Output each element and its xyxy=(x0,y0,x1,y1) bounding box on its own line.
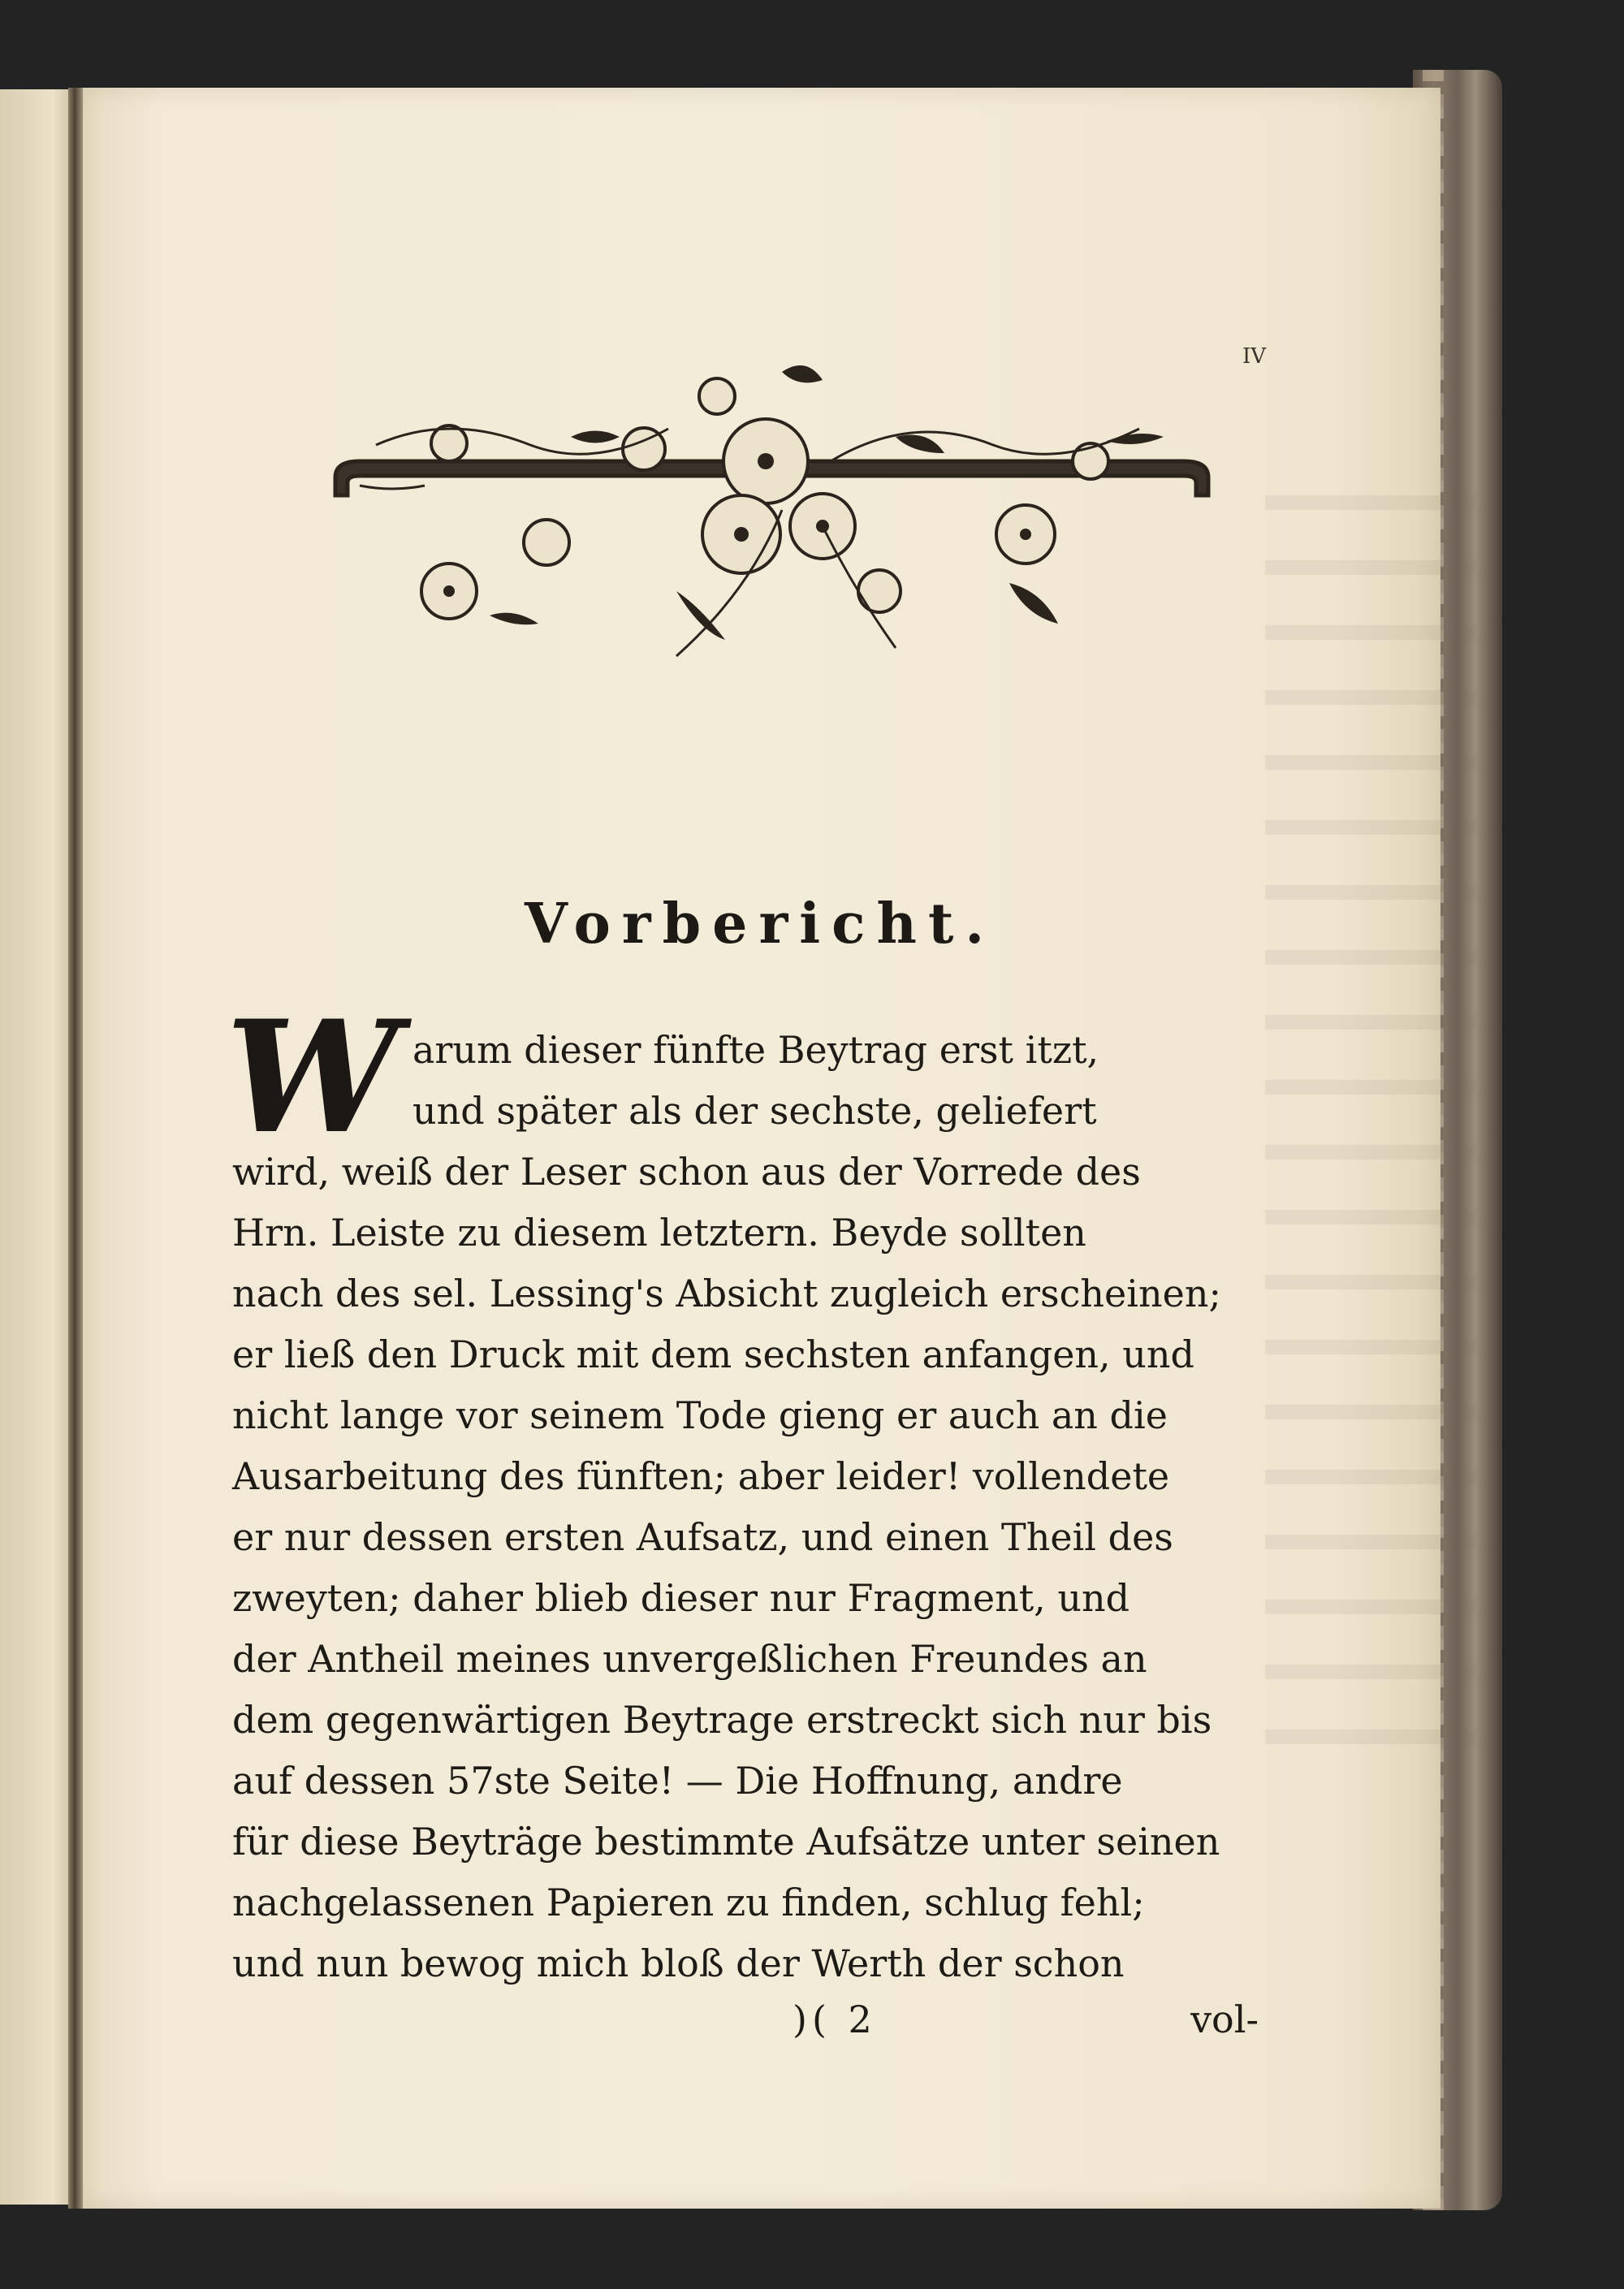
book-gutter xyxy=(68,88,83,2209)
text-line: und nun bewog mich bloß der Werth der schon xyxy=(232,1941,1125,1985)
catchword: vol- xyxy=(1190,1997,1259,2041)
text-line: für diese Beyträge bestimmte Aufsätze unter seinen xyxy=(232,1820,1220,1864)
text-line: der Antheil meines unvergeßlichen Freundes an xyxy=(232,1637,1147,1681)
text-line: und später als der sechste, geliefert xyxy=(412,1089,1097,1133)
body-text xyxy=(226,987,1259,1994)
text-line: nachgelassenen Papieren zu finden, schlug fehl; xyxy=(232,1881,1145,1924)
text-line: er ließ den Druck mit dem sechsten anfangen, und xyxy=(232,1332,1194,1376)
text-line: auf dessen 57ste Seite! — Die Hoffnung, andre xyxy=(232,1759,1123,1803)
page-signature: IV xyxy=(1242,344,1267,369)
text-line: Ausarbeitung des fünften; aber leider! vollendete xyxy=(232,1454,1170,1498)
text-line: nicht lange vor seinem Tode gieng er auch an die xyxy=(232,1393,1168,1437)
text-line: Hrn. Leiste zu diesem letztern. Beyde sollten xyxy=(232,1211,1086,1255)
text-line: er nur dessen ersten Aufsatz, und einen Theil des xyxy=(232,1515,1173,1559)
floral-ornament-icon xyxy=(327,348,1216,672)
text-line: arum dieser fünfte Beytrag erst itzt, xyxy=(412,1028,1099,1072)
page-footer xyxy=(232,1997,1259,2058)
text-line: zweyten; daher blieb dieser nur Fragment, und xyxy=(232,1576,1130,1620)
text-line: dem gegenwärtigen Beytrage erstreckt sich nur bis xyxy=(232,1698,1212,1742)
show-through-text xyxy=(1265,445,1476,1744)
drop-cap: W xyxy=(226,987,400,1168)
book-page xyxy=(80,88,1440,2209)
page-title: Vorbericht. xyxy=(524,892,996,957)
left-page-edge xyxy=(0,89,75,2205)
footer-signature: )( 2 xyxy=(793,1997,877,2041)
text-line: nach des sel. Lessing's Absicht zugleich erscheinen; xyxy=(232,1272,1221,1315)
text-line: wird, weiß der Leser schon aus der Vorrede des xyxy=(232,1150,1141,1194)
